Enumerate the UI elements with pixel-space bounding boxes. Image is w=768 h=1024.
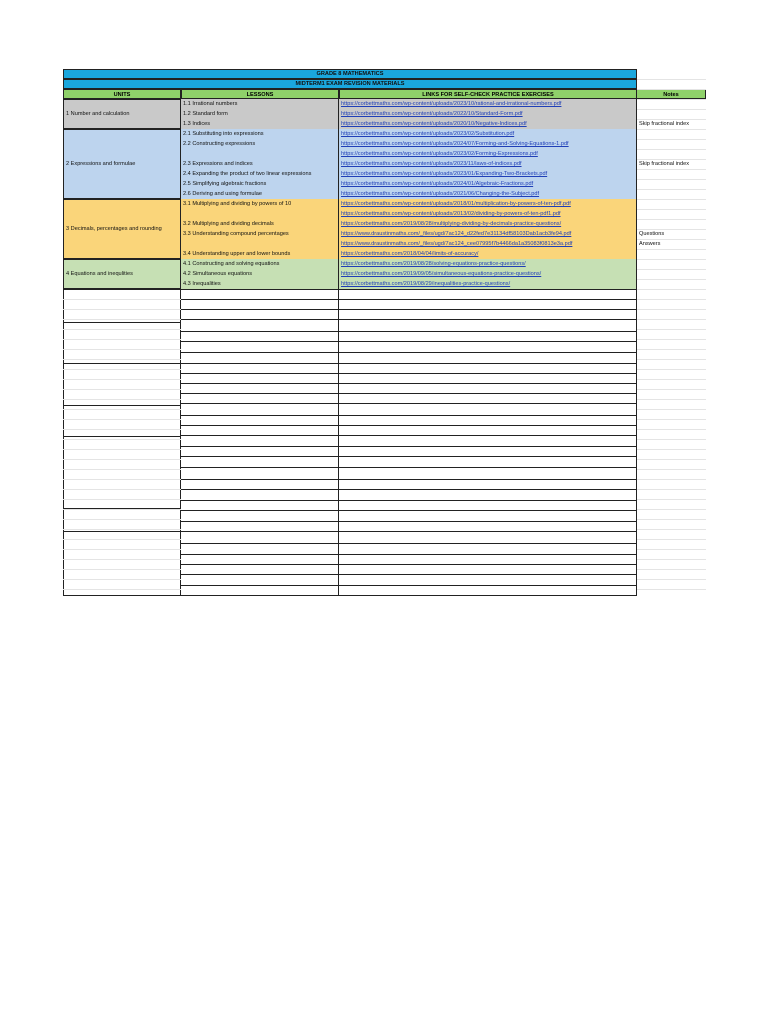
practice-link[interactable]: https://corbettmaths.com/2019/09/05/simultaneous-equations-practice-questions/ (339, 269, 637, 279)
table-row (63, 259, 706, 269)
note-cell (637, 269, 706, 279)
note-cell (637, 99, 706, 109)
empty-row-border (181, 467, 637, 468)
empty-row-line (637, 499, 706, 500)
units-group-border (63, 405, 181, 406)
notes-row-line (637, 199, 706, 200)
empty-row-line (637, 309, 706, 310)
empty-row-line (63, 499, 181, 500)
lesson-cell: 1.3 Indices (181, 119, 339, 129)
empty-row-line (637, 469, 706, 470)
lesson-cell: 4.1 Constructing and solving equations (181, 259, 339, 269)
empty-row-border (181, 393, 637, 394)
notes-row-line (637, 169, 706, 170)
empty-row-border (181, 319, 637, 320)
lesson-cell: 2.3 Expressions and indices (181, 159, 339, 169)
units-group-border (63, 322, 181, 323)
empty-row-line (637, 339, 706, 340)
empty-row-border (181, 363, 637, 364)
note-cell (637, 149, 706, 159)
header-row (63, 89, 706, 99)
empty-row-line (637, 319, 706, 320)
empty-row-line (63, 379, 181, 380)
lesson-cell (181, 149, 339, 159)
empty-row-line (63, 419, 181, 420)
empty-row-border (181, 479, 637, 480)
empty-row-border (181, 543, 637, 544)
note-cell: Skip fractional index (639, 121, 690, 127)
empty-row-border (181, 309, 637, 310)
empty-row-line (637, 509, 706, 510)
unit-2-label: 2 Expressions and formulae (66, 161, 136, 167)
lesson-cell: 4.2 Simultaneous equations (181, 269, 339, 279)
practice-link[interactable]: https://corbettmaths.com/wp-content/uploads/2018/01/multiplication-by-powers-of-ten-pdf.pdf (339, 199, 637, 209)
notes-row-line (637, 149, 706, 150)
practice-link[interactable]: https://corbettmaths.com/wp-content/uploads/2022/10/Standard-Form.pdf (339, 109, 637, 119)
empty-row-line (637, 529, 706, 530)
empty-row-border (181, 489, 637, 490)
empty-row-line (637, 479, 706, 480)
empty-row-border (181, 403, 637, 404)
note-cell: Skip fractional index (639, 161, 690, 167)
lesson-cell: 2.4 Expanding the product of two linear expressions (181, 169, 339, 179)
empty-row-border (181, 446, 637, 447)
unit-4-label: 4 Equations and inequlities (66, 271, 133, 277)
table-row (63, 139, 706, 149)
empty-row-border (181, 456, 637, 457)
empty-row-line (63, 529, 181, 530)
empty-row-line (637, 379, 706, 380)
empty-row-line (637, 539, 706, 540)
empty-row-border (181, 331, 637, 332)
table-row (63, 179, 706, 189)
notes-row-line (637, 279, 706, 280)
table-row (63, 189, 706, 199)
empty-row-line (63, 389, 181, 390)
lesson-cell: 2.1 Substituting into expressions (181, 129, 339, 139)
empty-row-line (63, 439, 181, 440)
notes-header: Notes (637, 89, 706, 99)
note-cell (637, 219, 706, 229)
empty-row-line (63, 579, 181, 580)
table-row (63, 199, 706, 209)
empty-row-line (637, 559, 706, 560)
notes-row-line (637, 259, 706, 260)
empty-row-line (63, 509, 181, 510)
empty-row-line (637, 519, 706, 520)
table-row (63, 169, 706, 179)
note-cell (637, 109, 706, 119)
empty-row-border (181, 352, 637, 353)
col-border-left (63, 99, 64, 596)
empty-row-line (63, 479, 181, 480)
empty-row-line (63, 519, 181, 520)
empty-row-line (637, 329, 706, 330)
lesson-cell: 3.3 Understanding compound percentages (181, 229, 339, 239)
practice-link[interactable]: https://corbettmaths.com/2019/08/29/inequalities-practice-questions/ (339, 279, 637, 289)
note-cell: Answers (639, 241, 661, 247)
table-row (63, 99, 706, 109)
empty-row-border (181, 521, 637, 522)
practice-link[interactable]: https://corbettmaths.com/wp-content/uploads/2020/10/Negative-Indices.pdf (339, 119, 637, 129)
empty-row-border (181, 510, 637, 511)
table-row (63, 159, 706, 169)
note-cell (637, 209, 706, 219)
units-header: UNITS (63, 89, 181, 99)
empty-row-line (63, 539, 181, 540)
note-cell (637, 169, 706, 179)
empty-row-line (63, 319, 181, 320)
empty-row-border (181, 585, 637, 586)
notes-row-line (637, 289, 706, 290)
lesson-cell: 2.5 Simplifying algebraic fractions (181, 179, 339, 189)
empty-row-line (637, 589, 706, 590)
units-group-border (63, 363, 181, 364)
unit-1-label: 1 Number and calculation (66, 111, 130, 117)
table-row (63, 219, 706, 229)
notes-row-line (637, 249, 706, 250)
practice-link[interactable]: https://corbettmaths.com/wp-content/uploads/2024/07/Forming-and-Solving-Equations-1.pdf (339, 139, 637, 149)
empty-row-line (63, 469, 181, 470)
empty-row-line (63, 589, 181, 590)
note-cell (637, 179, 706, 189)
lesson-cell: 2.6 Deriving and using formulae (181, 189, 339, 199)
empty-row-line (637, 389, 706, 390)
empty-row-line (637, 489, 706, 490)
table-bottom-border (63, 595, 637, 596)
lesson-cell: 1.2 Standard form (181, 109, 339, 119)
empty-row-line (63, 449, 181, 450)
lesson-cell: 3.1 Multiplying and dividing by powers of 10 (181, 199, 339, 209)
table-row (63, 149, 706, 159)
note-cell (637, 139, 706, 149)
practice-link[interactable]: https://corbettmaths.com/wp-content/uploads/2023/02/Substitution.pdf (339, 129, 637, 139)
table-row (63, 129, 706, 139)
lesson-cell (181, 209, 339, 219)
notes-row-line (637, 79, 706, 80)
practice-link[interactable]: https://corbettmaths.com/wp-content/uploads/2023/02/Forming-Expressions.pdf (339, 149, 637, 159)
notes-row-line (637, 119, 706, 120)
empty-row-line (637, 429, 706, 430)
practice-link[interactable]: https://corbettmaths.com/wp-content/uploads/2023/10/rational-and-irrational-numbers.pdf (339, 99, 637, 109)
units-group-border (63, 436, 181, 437)
table-row (63, 229, 706, 239)
lessons-header: LESSONS (181, 89, 339, 99)
note-cell: Questions (639, 231, 665, 237)
empty-row-line (63, 299, 181, 300)
table-row (63, 109, 706, 119)
practice-link[interactable]: https://corbettmaths.com/wp-content/uploads/2021/06/Changing-the-Subject.pdf (339, 189, 637, 199)
units-group-border (63, 508, 181, 509)
empty-row-line (637, 449, 706, 450)
empty-row-border (181, 435, 637, 436)
notes-row-line (637, 299, 706, 300)
empty-row-line (637, 549, 706, 550)
empty-row-border (181, 289, 637, 290)
practice-link[interactable]: https://corbettmaths.com/2019/08/28/multiplying-dividing-by-decimals-practice-questions/ (339, 219, 637, 229)
empty-row-line (63, 309, 181, 310)
units-group-border (63, 531, 181, 532)
notes-row-line (637, 239, 706, 240)
empty-row-border (181, 574, 637, 575)
table-row (63, 239, 706, 249)
lesson-cell (181, 239, 339, 249)
lesson-cell: 4.3 Inequalities (181, 279, 339, 289)
empty-row-border (181, 425, 637, 426)
empty-row-border (181, 299, 637, 300)
empty-row-line (63, 369, 181, 370)
notes-row-line (637, 179, 706, 180)
notes-row-line (637, 99, 706, 100)
sheet-subtitle: MIDTERM1 EXAM REVISION MATERIALS (63, 79, 637, 89)
practice-link[interactable]: https://corbettmaths.com/wp-content/uploads/2023/01/Expanding-Two-Brackets.pdf (339, 169, 637, 179)
table-row (63, 269, 706, 279)
empty-row-border (181, 373, 637, 374)
empty-row-line (63, 459, 181, 460)
note-cell (637, 259, 706, 269)
table-row (63, 279, 706, 289)
empty-row-line (63, 549, 181, 550)
empty-row-line (637, 349, 706, 350)
empty-row-line (63, 429, 181, 430)
empty-row-line (63, 359, 181, 360)
lesson-cell: 3.2 Multiplying and dividing decimals (181, 219, 339, 229)
sheet-title: GRADE 8 MATHEMATICS (63, 69, 637, 79)
note-cell (637, 199, 706, 209)
notes-row-line (637, 219, 706, 220)
units-group-border (63, 289, 181, 290)
lesson-cell: 1.1 Irrational numbers (181, 99, 339, 109)
empty-row-border (181, 564, 637, 565)
note-cell (637, 249, 706, 259)
empty-row-border (181, 341, 637, 342)
note-cell (637, 189, 706, 199)
empty-row-border (181, 500, 637, 501)
notes-row-line (637, 269, 706, 270)
empty-row-line (637, 439, 706, 440)
empty-row-line (637, 459, 706, 460)
empty-row-border (181, 531, 637, 532)
links-header: LINKS FOR SELF-CHECK PRACTICE EXERCISES (339, 89, 637, 99)
empty-row-line (63, 349, 181, 350)
empty-row-line (637, 409, 706, 410)
empty-row-line (637, 419, 706, 420)
practice-link[interactable]: https://www.draustinmaths.com/_files/ugd/7ac124_cee07995f7b4466da1a35083f0813e3a.pdf (339, 239, 637, 249)
empty-row-line (63, 399, 181, 400)
empty-row-line (63, 409, 181, 410)
empty-row-line (63, 569, 181, 570)
practice-link[interactable]: https://corbettmaths.com/2018/04/04/limits-of-accuracy/ (339, 249, 637, 259)
practice-link[interactable]: https://corbettmaths.com/2019/08/28/solving-equations-practice-questions/ (339, 259, 637, 269)
empty-row-border (181, 415, 637, 416)
practice-link[interactable]: https://corbettmaths.com/wp-content/uploads/2013/02/dividing-by-powers-of-ten-pdf1.pdf (339, 209, 637, 219)
notes-row-line (637, 159, 706, 160)
empty-row-line (637, 359, 706, 360)
notes-row-line (637, 209, 706, 210)
practice-link[interactable]: https://www.draustinmaths.com/_files/ugd/7ac124_d22fed7e31134df58103Dab1acb3fe94.pdf (339, 229, 637, 239)
empty-row-line (637, 399, 706, 400)
note-cell (637, 279, 706, 289)
empty-row-line (63, 489, 181, 490)
notes-row-line (637, 109, 706, 110)
lesson-cell: 2.2 Constructing expressions (181, 139, 339, 149)
empty-row-border (181, 383, 637, 384)
notes-row-line (637, 139, 706, 140)
table-row (63, 119, 706, 129)
notes-row-line (637, 89, 706, 90)
note-cell (637, 129, 706, 139)
empty-row-line (63, 329, 181, 330)
empty-row-line (63, 339, 181, 340)
notes-row-line (637, 229, 706, 230)
lesson-cell: 3.4 Understanding upper and lower bounds (181, 249, 339, 259)
table-row (63, 249, 706, 259)
empty-row-line (63, 559, 181, 560)
empty-row-line (637, 369, 706, 370)
empty-row-line (637, 569, 706, 570)
notes-row-line (637, 129, 706, 130)
practice-link[interactable]: https://corbettmaths.com/wp-content/uploads/2024/01/Algebraic-Fractions.pdf (339, 179, 637, 189)
empty-row-border (181, 554, 637, 555)
table-row (63, 209, 706, 219)
notes-row-line (637, 189, 706, 190)
empty-row-line (637, 579, 706, 580)
practice-link[interactable]: https://corbettmaths.com/wp-content/uploads/2023/11/laws-of-indices.pdf (339, 159, 637, 169)
unit-3-label: 3 Decimals, percentages and rounding (66, 226, 162, 232)
